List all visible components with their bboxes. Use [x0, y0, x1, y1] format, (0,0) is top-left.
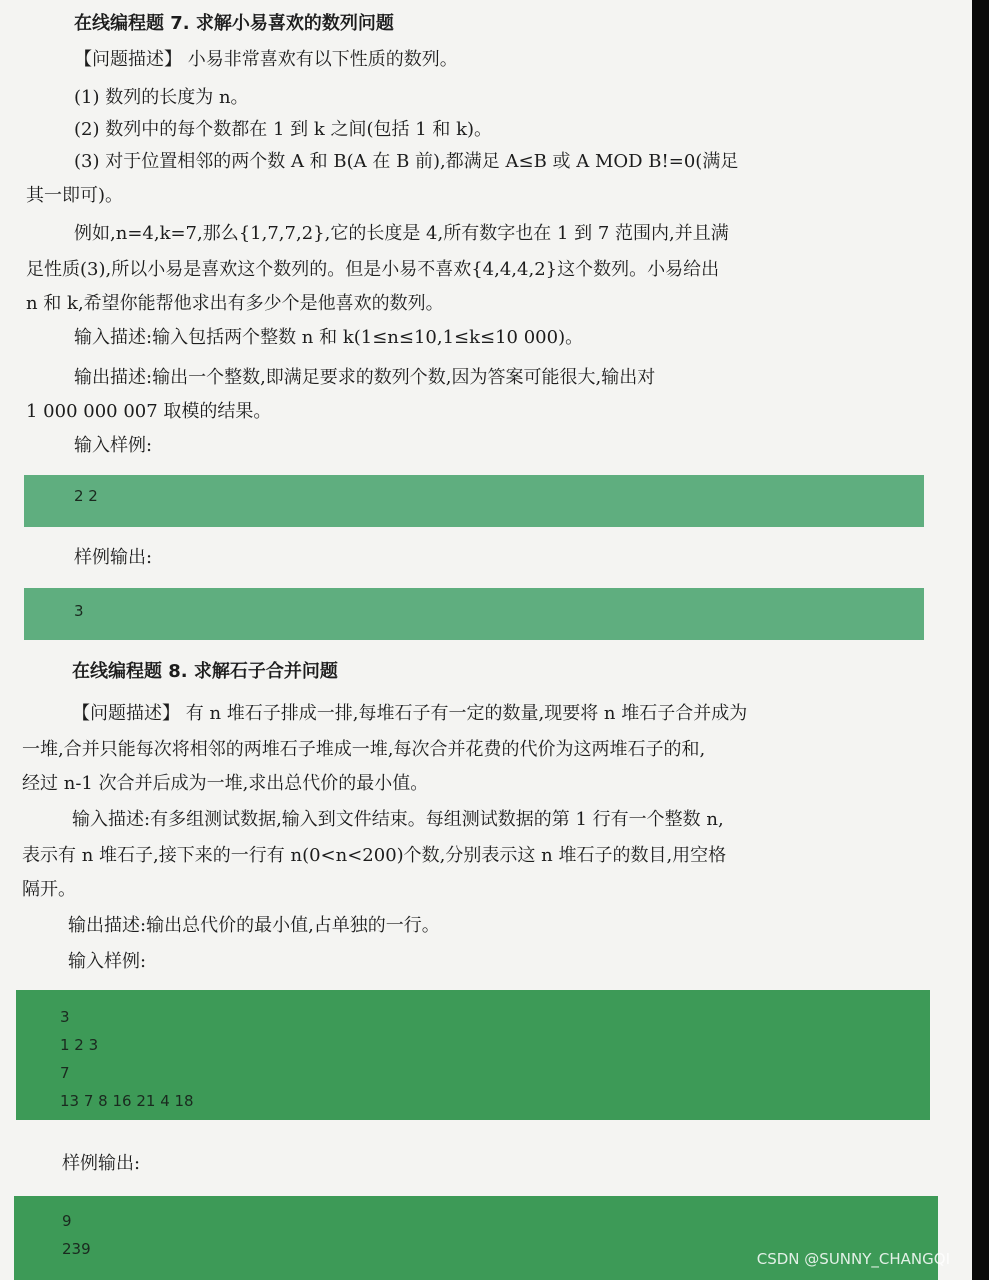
problem7-input-description: 输入描述:输入包括两个整数 n 和 k(1≤n≤10,1≤k≤10 000)。: [74, 327, 584, 348]
problem8-input-sample-line-4: 13 7 8 16 21 4 18: [60, 1092, 194, 1110]
problem7-condition-2: (2) 数列中的每个数都在 1 到 k 之间(包括 1 和 k)。: [74, 119, 493, 140]
problem8-output-sample-line-2: 239: [62, 1240, 91, 1258]
problem8-input-description-2: 表示有 n 堆石子,接下来的一行有 n(0<n<200)个数,分别表示这 n 堆石子的数目,用空格: [22, 845, 727, 866]
problem8-input-description-3: 隔开。: [22, 879, 76, 900]
problem7-output-sample: 3: [74, 602, 84, 620]
problem8-output-description: 输出描述:输出总代价的最小值,占单独的一行。: [68, 915, 440, 936]
problem8-description-3: 经过 n-1 次合并后成为一堆,求出总代价的最小值。: [22, 773, 429, 794]
problem8-input-sample-line-2: 1 2 3: [60, 1036, 99, 1054]
problem7-output-description-cont: 1 000 000 007 取模的结果。: [26, 401, 272, 422]
problem7-input-sample-box: [24, 475, 924, 527]
problem7-input-sample: 2 2: [74, 487, 98, 505]
problem7-output-sample-label: 样例输出:: [74, 547, 153, 568]
csdn-watermark: CSDN @SUNNY_CHANGQI: [756, 1250, 950, 1268]
problem7-description: 【问题描述】 小易非常喜欢有以下性质的数列。: [74, 49, 458, 70]
problem7-example-2: 足性质(3),所以小易是喜欢这个数列的。但是小易不喜欢{4,4,4,2}这个数列。小易给出: [26, 259, 720, 280]
problem8-input-sample-line-1: 3: [60, 1008, 70, 1026]
problem7-title: 在线编程题 7. 求解小易喜欢的数列问题: [74, 13, 394, 34]
problem7-condition-3: (3) 对于位置相邻的两个数 A 和 B(A 在 B 前),都满足 A≤B 或 A MOD B!=0(满足: [74, 151, 739, 172]
problem7-output-description: 输出描述:输出一个整数,即满足要求的数列个数,因为答案可能很大,输出对: [74, 367, 656, 388]
problem8-title: 在线编程题 8. 求解石子合并问题: [72, 661, 338, 682]
problem8-input-description-1: 输入描述:有多组测试数据,输入到文件结束。每组测试数据的第 1 行有一个整数 n,: [72, 809, 724, 830]
problem7-condition-1: (1) 数列的长度为 n。: [74, 87, 249, 108]
problem8-description-2: 一堆,合并只能每次将相邻的两堆石子堆成一堆,每次合并花费的代价为这两堆石子的和,: [22, 739, 706, 760]
right-border: [972, 0, 989, 1280]
problem8-output-sample-label: 样例输出:: [62, 1153, 141, 1174]
problem7-example-3: n 和 k,希望你能帮他求出有多少个是他喜欢的数列。: [26, 293, 444, 314]
problem8-description-1: 【问题描述】 有 n 堆石子排成一排,每堆石子有一定的数量,现要将 n 堆石子合并成为: [72, 703, 748, 724]
problem8-output-sample-line-1: 9: [62, 1212, 72, 1230]
problem8-input-sample-label: 输入样例:: [68, 951, 147, 972]
problem8-input-sample-line-3: 7: [60, 1064, 70, 1082]
problem7-condition-3-cont: 其一即可)。: [26, 185, 124, 206]
problem7-output-sample-box: [24, 588, 924, 640]
problem7-input-sample-label: 输入样例:: [74, 435, 153, 456]
problem7-example-1: 例如,n=4,k=7,那么{1,7,7,2},它的长度是 4,所有数字也在 1 到 7 范围内,并且满: [74, 223, 729, 244]
problem8-input-sample-box: [16, 990, 930, 1120]
